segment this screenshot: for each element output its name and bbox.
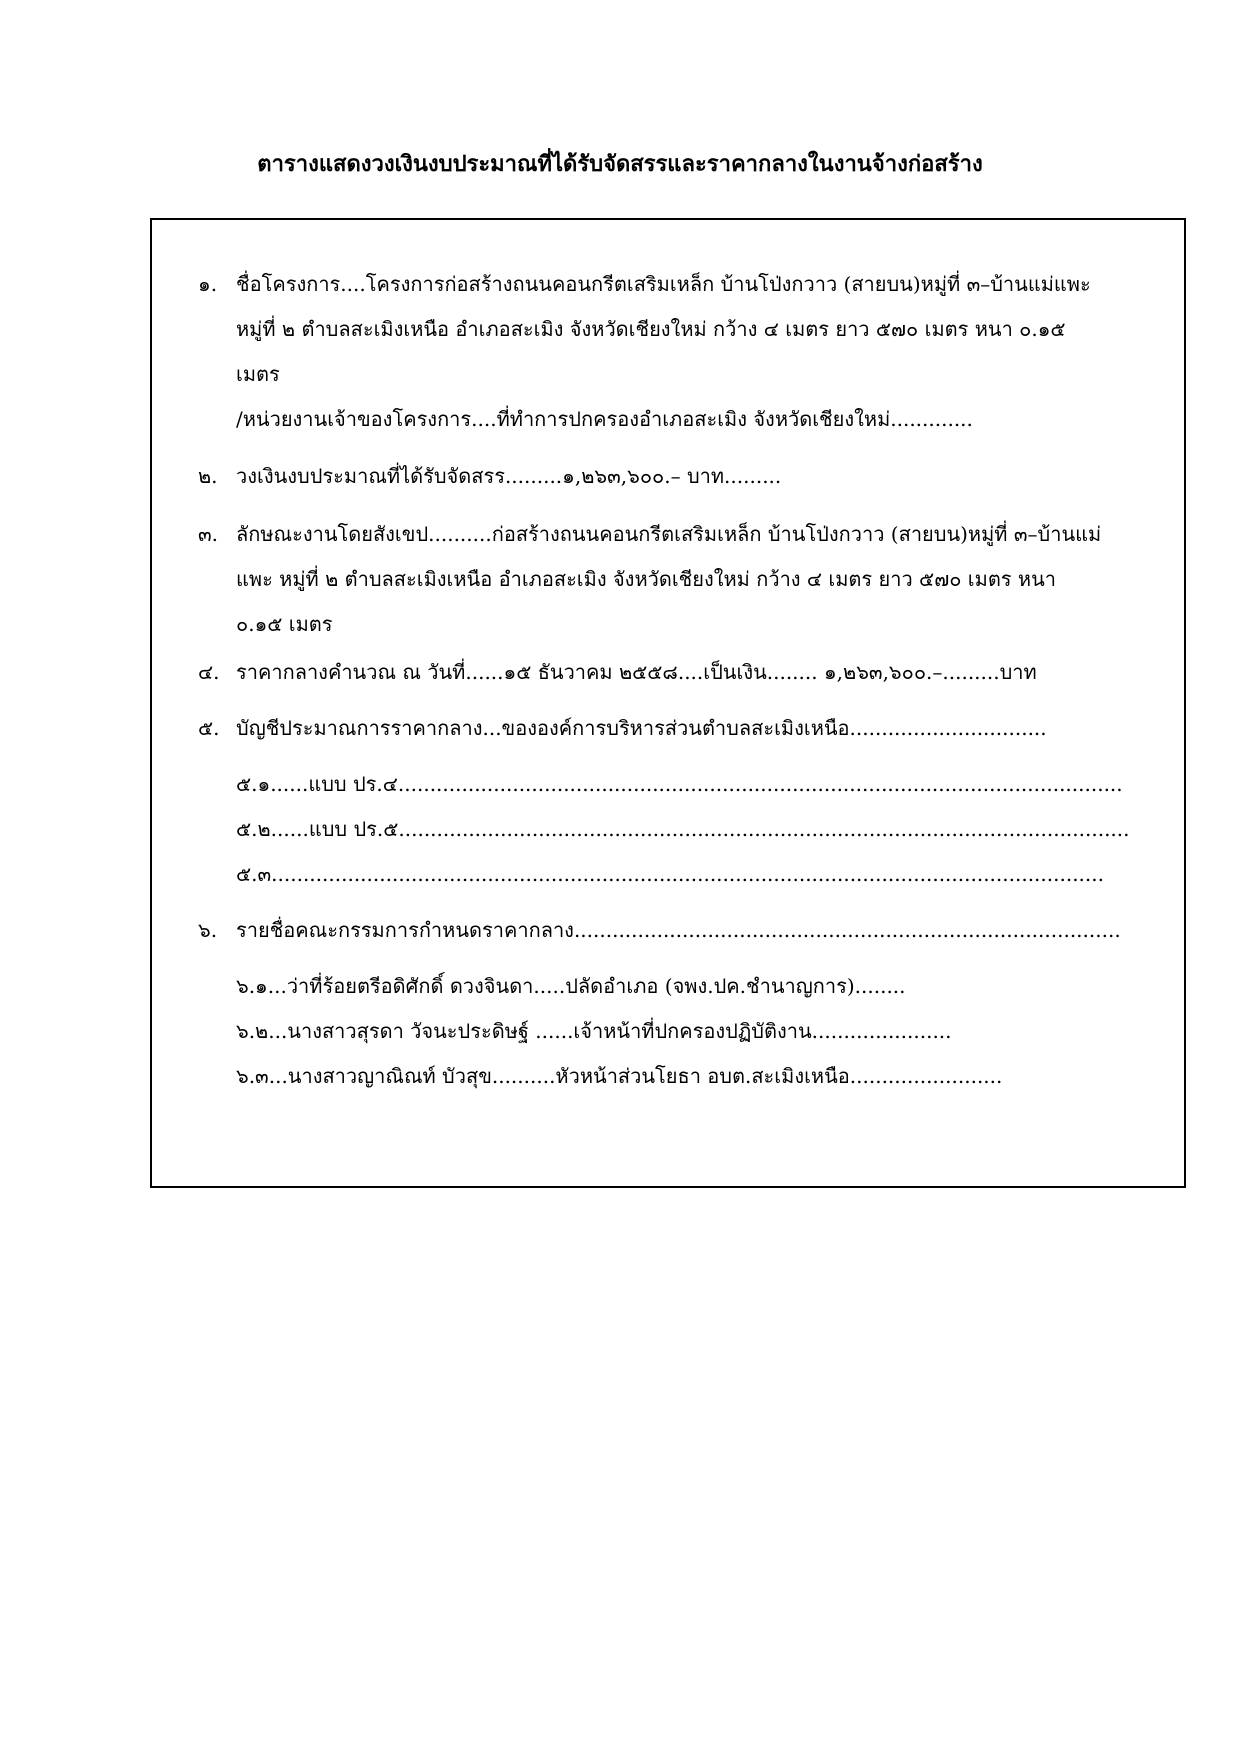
committee-member-2: ๖.๒...นางสาวสุรดา วัจนะประดิษฐ์ ......เจ้าหน้าที่ปกครองปฏิบัติงาน......................	[236, 1019, 952, 1043]
item-1-project-owner: /หน่วยงานเจ้าของโครงการ....ที่ทำการปกครองอำเภอสะเมิง จังหวัดเชียงใหม่.............	[236, 407, 973, 431]
item-1-project-name: ชื่อโครงการ....โครงการก่อสร้างถนนคอนกรีตเสริมเหล็ก บ้านโป่งกวาว (สายบน)หมู่ที่ ๓–บ้านแม่แพะ	[236, 272, 1091, 296]
item-1-number: ๑.	[198, 272, 218, 296]
item-5-1-form: ๕.๑......แบบ ปร.๔..................................................................................................................	[236, 772, 1123, 796]
item-5-3-form: ๕.๓...................................................................................................................................	[236, 862, 1104, 886]
committee-member-1: ๖.๑...ว่าที่ร้อยตรีอดิศักดิ์ ดวงจินดา.....ปลัดอำเภอ (จพง.ปค.ชำนาญการ)........	[236, 974, 906, 998]
item-2-number: ๒.	[198, 464, 218, 488]
item-1-project-unit: เมตร	[236, 362, 280, 386]
item-4-number: ๔.	[198, 660, 220, 684]
item-3-description-end: ๐.๑๕ เมตร	[236, 612, 333, 636]
item-6-committee: รายชื่อคณะกรรมการกำหนดราคากลาง......................................................................................	[236, 918, 1121, 942]
item-6-number: ๖.	[198, 918, 218, 942]
item-5-estimate-list: บัญชีประมาณการราคากลาง...ขององค์การบริหารส่วนตำบลสะเมิงเหนือ...............................	[236, 716, 1047, 740]
item-4-median-price: ราคากลางคำนวณ ณ วันที่......๑๕ ธันวาคม ๒๕๕๘....เป็นเงิน........ ๑,๒๖๓,๖๐๐.–.........บาท	[236, 660, 1037, 684]
committee-member-3: ๖.๓...นางสาวญาณิณท์ บัวสุข..........หัวหน้าส่วนโยธา อบต.สะเมิงเหนือ........................	[236, 1064, 1003, 1088]
content-frame	[150, 218, 1186, 1188]
item-2-budget: วงเงินงบประมาณที่ได้รับจัดสรร.........๑,๒๖๓,๖๐๐.– บาท.........	[236, 464, 782, 488]
item-1-project-location: หมู่ที่ ๒ ตำบลสะเมิงเหนือ อำเภอสะเมิง จังหวัดเชียงใหม่ กว้าง ๔ เมตร ยาว ๕๗๐ เมตร หนา ๐.๑๕	[236, 317, 1066, 341]
document-title: ตารางแสดงวงเงินงบประมาณที่ได้รับจัดสรรและราคากลางในงานจ้างก่อสร้าง	[257, 152, 983, 177]
item-3-number: ๓.	[198, 522, 219, 546]
item-3-description-cont: แพะ หมู่ที่ ๒ ตำบลสะเมิงเหนือ อำเภอสะเมิง จังหวัดเชียงใหม่ กว้าง ๔ เมตร ยาว ๕๗๐ เมตร หนา	[236, 567, 1056, 591]
item-5-2-form: ๕.๒......แบบ ปร.๕...................................................................................................................	[236, 817, 1130, 841]
item-5-number: ๕.	[198, 716, 220, 740]
item-3-description: ลักษณะงานโดยสังเขป..........ก่อสร้างถนนคอนกรีตเสริมเหล็ก บ้านโป่งกวาว (สายบน)หมู่ที่ ๓–บ้านแม่	[236, 522, 1102, 546]
